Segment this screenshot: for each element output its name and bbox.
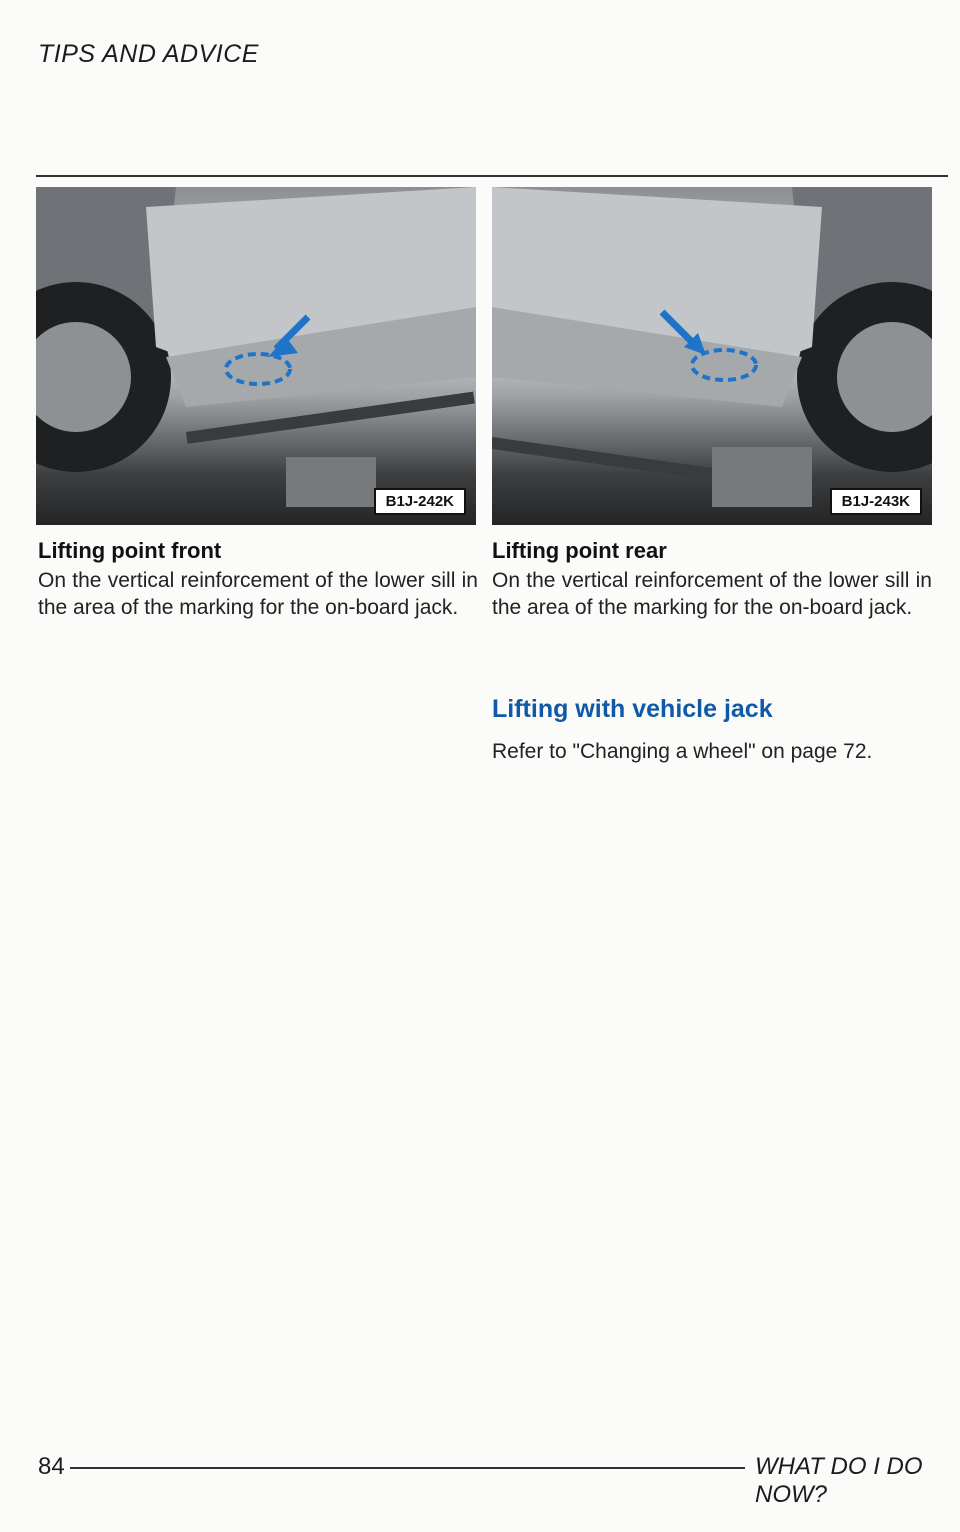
figure-code-rear: B1J-243K [830, 488, 922, 515]
photo-lifting-point-rear [492, 187, 932, 525]
running-header: TIPS AND ADVICE [38, 40, 259, 68]
caption-body-rear: On the vertical reinforcement of the lower sill in the area of the marking for the on-board jack. [492, 569, 932, 619]
header-divider [36, 175, 948, 177]
footer-divider [70, 1467, 745, 1469]
caption-title-rear: Lifting point rear [492, 538, 667, 563]
section-body-vehicle-jack: Refer to "Changing a wheel" on page 72. [492, 740, 873, 763]
rear-component [712, 447, 812, 507]
caption-body-front: On the vertical reinforcement of the lower sill in the area of the marking for the on-board jack. [38, 569, 478, 619]
photo-lifting-point-front [36, 187, 476, 525]
running-footer: WHAT DO I DO NOW? [755, 1453, 923, 1508]
figure-code-front: B1J-242K [374, 488, 466, 515]
front-component [286, 457, 376, 507]
front-underbody-illustration [36, 187, 476, 525]
section-heading-vehicle-jack: Lifting with vehicle jack [492, 695, 773, 723]
caption-title-front: Lifting point front [38, 538, 222, 563]
rear-underbody-illustration [492, 187, 932, 525]
page-number: 84 [38, 1453, 65, 1480]
